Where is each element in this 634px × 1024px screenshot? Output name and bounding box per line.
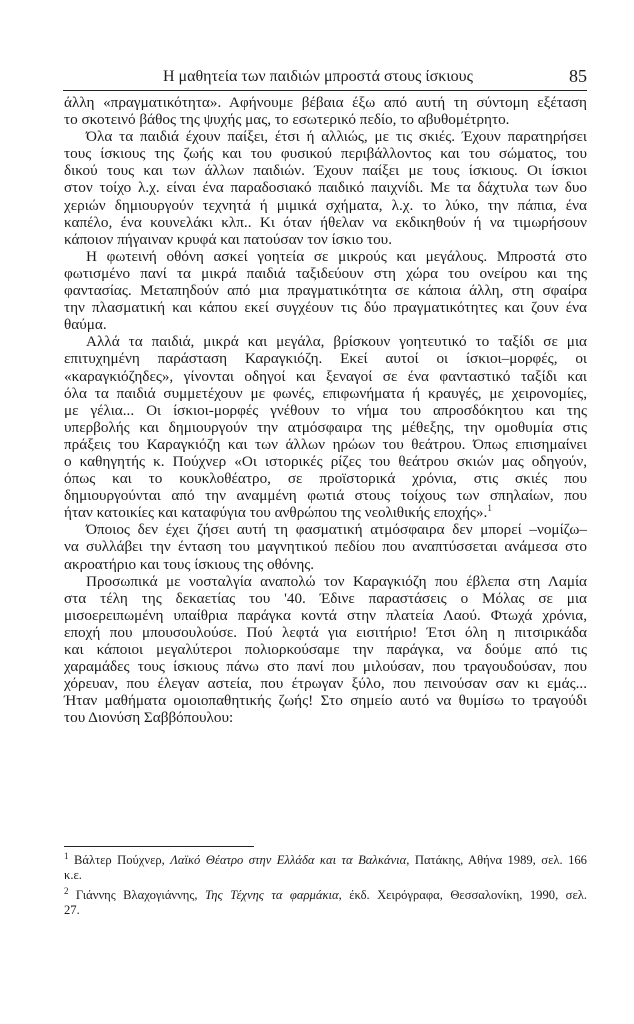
paragraph: [64, 521, 587, 572]
cited-title: Λαϊκό Θέατρο στην Ελλάδα και τα Βαλκάνια: [170, 853, 407, 867]
text-line: όπως και το κουκλοθέατρο, σε προϊστορικά χρόνια, στις σκιές που: [64, 470, 587, 488]
text-line: πράξεις του Καραγκιόζη και των άλλων ηρώων του θεάτρου. Όπως επισημαίνει: [64, 435, 587, 453]
text-line: φωτισμένο πανί τα μικρά παιδιά ταξιδεύουν στη χώρα του ονείρου και της: [64, 264, 587, 282]
text-line: φαντασίας. Μεταπηδούν από μια πραγματικότητα σε κάποια άλλη, στη σφαίρα: [64, 282, 587, 300]
paragraph: [64, 94, 587, 128]
text-line: εποχή που μπουσουλούσε. Πού λεφτά για εισιτήριο! Έτσι όλη η πιτσιρικάδα: [64, 623, 587, 641]
text-line: δημιουργούνται από την αναμμένη φωτιά στους τοίχους των σπηλαίων, που: [64, 487, 587, 505]
text-line: όλα τα παιδιά συμμετέχουν με φωνές, επιφωνήματα ή κραυγές, με χειρονομίες,: [64, 384, 587, 402]
text-line: θαύμα.: [64, 316, 107, 334]
text-line: με γέλια... Οι ίσκιοι-μορφές γνέθουν το νήμα του απροσδόκητου και της: [64, 401, 587, 419]
text-line: Η φωτεινή οθόνη ασκεί γοητεία σε μικρούς και μεγάλους. Μπροστά στο: [86, 247, 587, 265]
text-line: Όλα τα παιδιά έχουν παίξει, έτσι ή αλλιώς, με τις σκιές. Έχουν παρατηρήσει: [86, 128, 587, 146]
text-line: Προσωπικά με νοσταλγία αναπολώ τον Καραγκιόζη που έβλεπα στη Λαμία: [86, 572, 587, 590]
body-text: [64, 94, 587, 726]
paragraph: [64, 128, 587, 248]
running-title: Η μαθητεία των παιδιών μπροστά στους ίσκιους: [163, 68, 473, 85]
footnotes: [64, 850, 587, 923]
text-line: υπερβολής και δημιουργούν την ατμόσφαιρα της μέθεξης, την ομοθυμία στις: [64, 418, 587, 436]
text-line: Όποιος δεν έχει ζήσει αυτή τη φασματική ατμόσφαιρα δεν μπορεί –νομίζω–: [86, 521, 587, 539]
cited-title: Της Τέχνης τα φαρμάκια: [204, 888, 339, 902]
text-line: καπέλο, ένα κουνελάκι κλπ.. Κι όταν ήθελαν να εκδικηθούν ή να τιμωρήσουν: [64, 213, 587, 231]
paragraph: [64, 333, 587, 521]
footnote: $^2$ Γιάννης Βλαχογιάννης, Της Τέχνης τα φαρμάκια, έκδ. Χειρόγραφα, Θεσσαλονίκη, 1990, σελ. 27.: [64, 885, 587, 917]
text-line: Αλλά τα παιδιά, μικρά και μεγάλα, βρίσκουν γοητευτικό το ταξίδι σε μια: [86, 333, 587, 351]
paragraph: [64, 573, 587, 727]
text-line: το σκοτεινό βάθος της ψυχής μας, το εσωτερικό πεδίο, το αβυθομέτρητο.: [64, 111, 510, 129]
text-line: ακροατήριο και τους ίσκιους της οθόνης.: [64, 555, 315, 573]
text-line: επιτυχημένη παράσταση Καραγκιόζη. Εκεί αυτοί οι ίσκιοι–μορφές, οι: [64, 350, 587, 368]
text-line: του Διονύση Σαββόπουλου:: [64, 709, 234, 727]
text-line: και κάποιοι μεγαλύτεροι πολιορκούσαμε την παράγκα, να δούμε από τις: [64, 641, 587, 658]
text-line: την πλασματική και κάπου εκεί συγχέουν τις δύο πραγματικότητες και ζουν ένα: [64, 299, 587, 317]
footnote-divider: [64, 846, 254, 847]
text-line: μισοερειπωμένη υπαίθρια παράγκα κοντά στην πλατεία Λαού. Φτωχά χρόνια,: [64, 606, 587, 624]
paragraph: [64, 248, 587, 333]
footnote-number: 1: [64, 850, 69, 861]
text-line: ήταν κατοικίες και καταφύγια του ανθρώπου της νεολιθικής εποχής».$^1$: [64, 503, 492, 522]
running-header: [63, 66, 587, 91]
text-line: Ήταν μαθήματα ομοιοπαθητικής ζωής! Στο σημείο αυτό να θυμίσω το τραγούδι: [64, 692, 587, 710]
text-line: κάποιον πήγαιναν κρυφά και πατούσαν τον ίσκιο του.: [64, 230, 392, 248]
text-line: χόρευαν, που έλεγαν αστεία, που έτρωγαν ξύλο, που πεινούσαν σαν κι εμάς...: [64, 675, 587, 693]
text-line: χεριών δημιουργούν τεχνητά ή μιμικά σχήματα, λ.χ. το λύκο, την πάπια, ένα: [64, 196, 587, 214]
footnote: $^1$ Βάλτερ Πούχνερ, Λαϊκό Θέατρο στην Ελλάδα και τα Βαλκάνια, Πατάκης, Αθήνα 1989, σελ. 166 κ.ε.: [64, 850, 587, 882]
text-line: στον τοίχο λ.χ. είναι ένα παραδοσιακό παιδικό παιχνίδι. Με τα δάχτυλα των δυο: [64, 179, 587, 197]
text-line: χαραμάδες τους ίσκιους πάνω στο πανί που μιλούσαν, που τραγουδούσαν, που: [64, 658, 587, 676]
footnote-ref: 1: [487, 503, 492, 514]
text-line: άλλη «πραγματικότητα». Αφήνουμε βέβαια έξω από αυτή τη σύντομη εξέταση: [64, 94, 587, 111]
text-line: στα τέλη της δεκαετίας του '40. Έδινε παραστάσεις ο Μόλας σε μια: [64, 589, 587, 607]
text-line: δικού τους και των άλλων παιδιών. Έχουν παίξει με τους ίσκιους. Οι ίσκιοι: [64, 162, 587, 180]
footnote-number: 2: [64, 885, 69, 896]
text-line: τους ίσκιους της ζωής και του φυσικού περιβάλλοντος και του σώματος, του: [64, 145, 587, 163]
text-line: «καραγκιόζηδες», γίνονται οδηγοί και ξεναγοί σε ένα φανταστικό ταξίδι και: [64, 367, 587, 385]
text-line: να συλλάβει την ένταση του μαγνητικού πεδίου που αναπτύσσεται ανάμεσα στο: [64, 538, 587, 556]
text-line: ο καθηγητής κ. Πούχνερ «Οι ιστορικές ρίζες του θεάτρου σκιών μας οδηγούν,: [64, 452, 587, 470]
page-number: 85: [569, 66, 587, 86]
